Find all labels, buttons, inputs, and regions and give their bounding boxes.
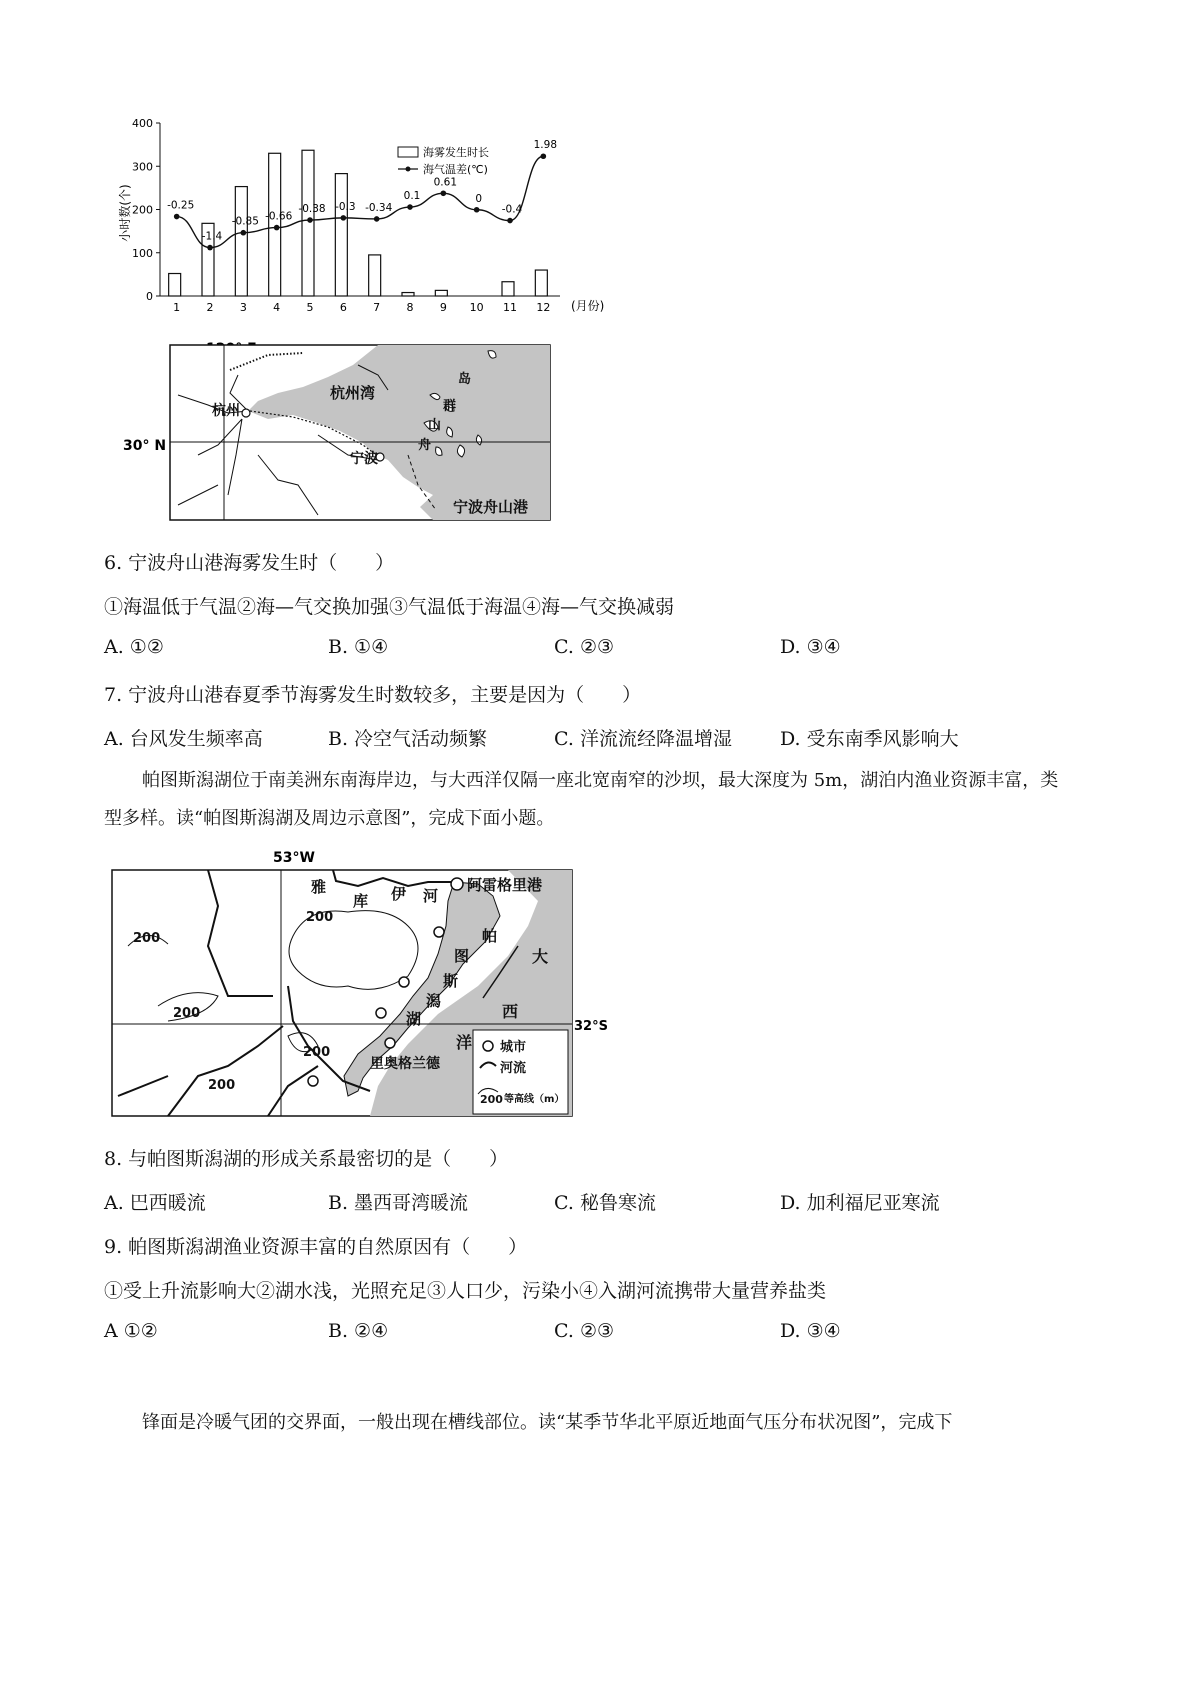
temp-diff-point	[307, 217, 313, 223]
chart-labels	[167, 139, 557, 242]
chart-y-tick-label: 100	[132, 246, 153, 260]
temp-diff-label: -0.38	[298, 203, 326, 216]
fog-duration-bar	[269, 153, 281, 296]
q7-option-a[interactable]: A. 台风发生频率高	[104, 728, 263, 750]
temp-diff-label: 1.98	[533, 139, 558, 152]
legend-city-icon	[483, 1041, 493, 1051]
rio-grande-marker	[385, 1038, 395, 1048]
lake-char-1: 帕	[482, 927, 498, 945]
legend-city-label: 城市	[500, 1040, 527, 1055]
temp-diff-point	[341, 215, 347, 221]
q8-stem: 8. 与帕图斯潟湖的形成关系最密切的是（ ）	[104, 1148, 509, 1170]
q6-statements: ①海温低于气温②海—气交换加强③气温低于海温④海—气交换减弱	[104, 596, 675, 618]
lake-char-2: 图	[454, 947, 470, 965]
river-char-4: 河	[423, 887, 439, 905]
temp-diff-label: 0.61	[433, 176, 458, 189]
q8-option-b[interactable]: B. 墨西哥湾暖流	[328, 1192, 469, 1214]
hangzhou-bay-map	[118, 335, 558, 525]
legend-bar-label: 海雾发生时长	[423, 146, 489, 159]
chart-y-tick-label: 200	[132, 203, 153, 217]
temp-diff-label: -0.34	[365, 201, 393, 214]
q6-option-c[interactable]: C. ②③	[554, 636, 615, 658]
island-char-3: 山	[428, 418, 442, 433]
temp-diff-label: 0	[475, 192, 483, 205]
city-marker-4	[376, 1008, 386, 1018]
q7-stem: 7. 宁波舟山港春夏季节海雾发生时数较多，主要是因为（ ）	[104, 684, 642, 706]
chart-x-tick-label: 7	[373, 301, 381, 314]
island-char-1: 岛	[458, 372, 472, 387]
q6-option-b[interactable]: B. ①④	[328, 636, 389, 658]
q9-option-c[interactable]: C. ②③	[554, 1320, 615, 1342]
q9-statements: ①受上升流影响大②湖水浅，光照充足③人口少，污染小④入湖河流携带大量营养盐类	[104, 1280, 827, 1302]
port-label: 宁波舟山港	[453, 498, 529, 516]
fog-duration-bar	[169, 274, 181, 296]
temp-diff-point	[441, 190, 447, 196]
fog-duration-bar	[302, 150, 314, 296]
chart-x-tick-label: 4	[273, 301, 281, 314]
q6-option-d[interactable]: D. ③④	[780, 636, 841, 658]
lake-char-5: 湖	[406, 1010, 422, 1028]
q9-option-b[interactable]: B. ②④	[328, 1320, 389, 1342]
hangzhou-city-marker	[242, 409, 250, 417]
city-marker-2	[434, 927, 444, 937]
temp-diff-label: -0.3	[335, 200, 356, 213]
chart-y-tick-label: 0	[146, 290, 153, 303]
q8-option-a[interactable]: A. 巴西暖流	[104, 1192, 206, 1214]
q7-option-b[interactable]: B. 冷空气活动频繁	[328, 728, 488, 750]
q9-option-a[interactable]: A ①②	[104, 1320, 158, 1342]
legend-line-marker	[406, 167, 411, 172]
sea-fog-chart	[115, 118, 625, 343]
q6-option-a[interactable]: A. ①②	[104, 636, 164, 658]
chart-x-tick-label: 5	[306, 301, 314, 314]
city-marker-6	[308, 1076, 318, 1086]
fog-duration-bar	[369, 255, 381, 296]
hangzhou-label: 杭州	[212, 403, 240, 419]
intro-front-section: 锋面是冷暖气团的交界面，一般出现在槽线部位。读“某季节华北平原近地面气压分布状况图”，完成下	[142, 1412, 953, 1433]
temp-diff-label: -0.85	[231, 215, 259, 228]
legend-river-label: 河流	[500, 1061, 527, 1076]
chart-line	[174, 153, 546, 250]
chart-x-tick-label: 9	[439, 301, 447, 314]
fog-duration-bar	[502, 282, 514, 296]
intro-patos-lagoon: 帕图斯潟湖位于南美洲东南海岸边，与大西洋仅隔一座北宽南窄的沙坝，最大深度为 5m，湖泊内渔业资源丰富，类型多样。读“帕图斯潟湖及周边示意图”，完成下面小题。	[104, 770, 1059, 829]
ocean-char-1: 大	[532, 947, 549, 966]
map1-lat-label: 30° N	[123, 438, 167, 454]
ocean-char-2: 西	[502, 1002, 519, 1021]
fog-duration-bar	[235, 187, 247, 296]
temp-diff-label: -0.66	[265, 210, 293, 223]
chart-x-tick-label: 6	[339, 301, 347, 314]
temp-diff-point	[241, 230, 247, 236]
city-marker-3	[399, 977, 409, 987]
contour-label-3: 200	[173, 1006, 201, 1021]
temp-diff-label: -0.25	[167, 199, 195, 212]
chart-y-tick-label: 300	[132, 160, 153, 174]
contour-label-5: 200	[208, 1078, 236, 1093]
hangzhou-bay-label: 杭州湾	[330, 384, 376, 402]
temp-diff-point	[507, 218, 513, 224]
temp-diff-label: -1.4	[201, 230, 223, 243]
lake-char-3: 斯	[443, 972, 459, 990]
q9-option-d[interactable]: D. ③④	[780, 1320, 841, 1342]
q7-option-c[interactable]: C. 洋流流经降温增湿	[554, 728, 732, 750]
chart-bars	[169, 150, 548, 296]
q8-option-d[interactable]: D. 加利福尼亚寒流	[780, 1192, 940, 1214]
fog-duration-bar	[535, 270, 547, 296]
contour-label-1: 200	[306, 910, 334, 925]
chart-x-tick-label: 1	[173, 301, 181, 314]
porto-alegre-label: 阿雷格里港	[467, 876, 543, 894]
temp-diff-point	[474, 207, 480, 213]
q7-option-d[interactable]: D. 受东南季风影响大	[780, 728, 959, 750]
island-char-2: 群	[443, 399, 457, 414]
chart-x-tick-label: 2	[206, 301, 214, 314]
temp-diff-point	[541, 153, 547, 159]
temp-diff-label: 0.1	[403, 190, 421, 203]
q8-option-c[interactable]: C. 秘鲁寒流	[554, 1192, 656, 1214]
chart-y-tick-label: 400	[132, 117, 153, 130]
temp-diff-point	[274, 225, 280, 231]
temp-diff-label: -0.4	[501, 203, 523, 216]
q6-stem: 6. 宁波舟山港海雾发生时（ ）	[104, 552, 395, 574]
lake-char-4: 潟	[426, 992, 442, 1010]
legend-contour-value: 200	[480, 1093, 503, 1106]
island-char-4: 舟	[418, 438, 432, 453]
chart-x-tick-label: 10	[469, 301, 484, 314]
temp-diff-point	[174, 214, 180, 220]
fog-duration-bar	[402, 293, 414, 296]
chart-x-tick-label: 8	[406, 301, 414, 314]
legend-bar-swatch	[398, 147, 418, 157]
fog-duration-bar	[435, 290, 447, 296]
temp-diff-line	[177, 156, 544, 247]
temp-diff-point	[374, 216, 380, 222]
temp-diff-point	[207, 245, 213, 251]
river-char-3: 伊	[391, 885, 407, 903]
contour-label-2: 200	[133, 931, 161, 946]
patos-lagoon-map	[108, 846, 608, 1118]
map2-lon-label: 53°W	[273, 850, 315, 866]
contour-label-4: 200	[303, 1045, 331, 1060]
porto-alegre-marker	[451, 878, 463, 890]
rio-grande-label: 里奥格兰德	[370, 1056, 440, 1072]
river-char-1: 雅	[311, 878, 327, 896]
chart-x-tick-label: 12	[536, 301, 551, 314]
chart-x-tick-label: 3	[239, 301, 247, 314]
legend-line-label: 海气温差(℃)	[423, 163, 488, 176]
legend-contour-label: 等高线（m）	[504, 1094, 565, 1105]
chart-x-tick-label: 11	[503, 301, 517, 314]
map2-lat-label: 32°S	[574, 1019, 608, 1034]
fog-duration-bar	[335, 174, 347, 296]
chart-xlabel: (月份)	[571, 299, 605, 313]
q9-stem: 9. 帕图斯潟湖渔业资源丰富的自然原因有（ ）	[104, 1236, 528, 1258]
chart-ylabel: 小时数(个)	[118, 184, 132, 242]
ningbo-label: 宁波	[350, 451, 378, 467]
ocean-char-3: 洋	[456, 1033, 473, 1052]
temp-diff-point	[407, 204, 413, 210]
river-char-2: 库	[353, 892, 369, 910]
